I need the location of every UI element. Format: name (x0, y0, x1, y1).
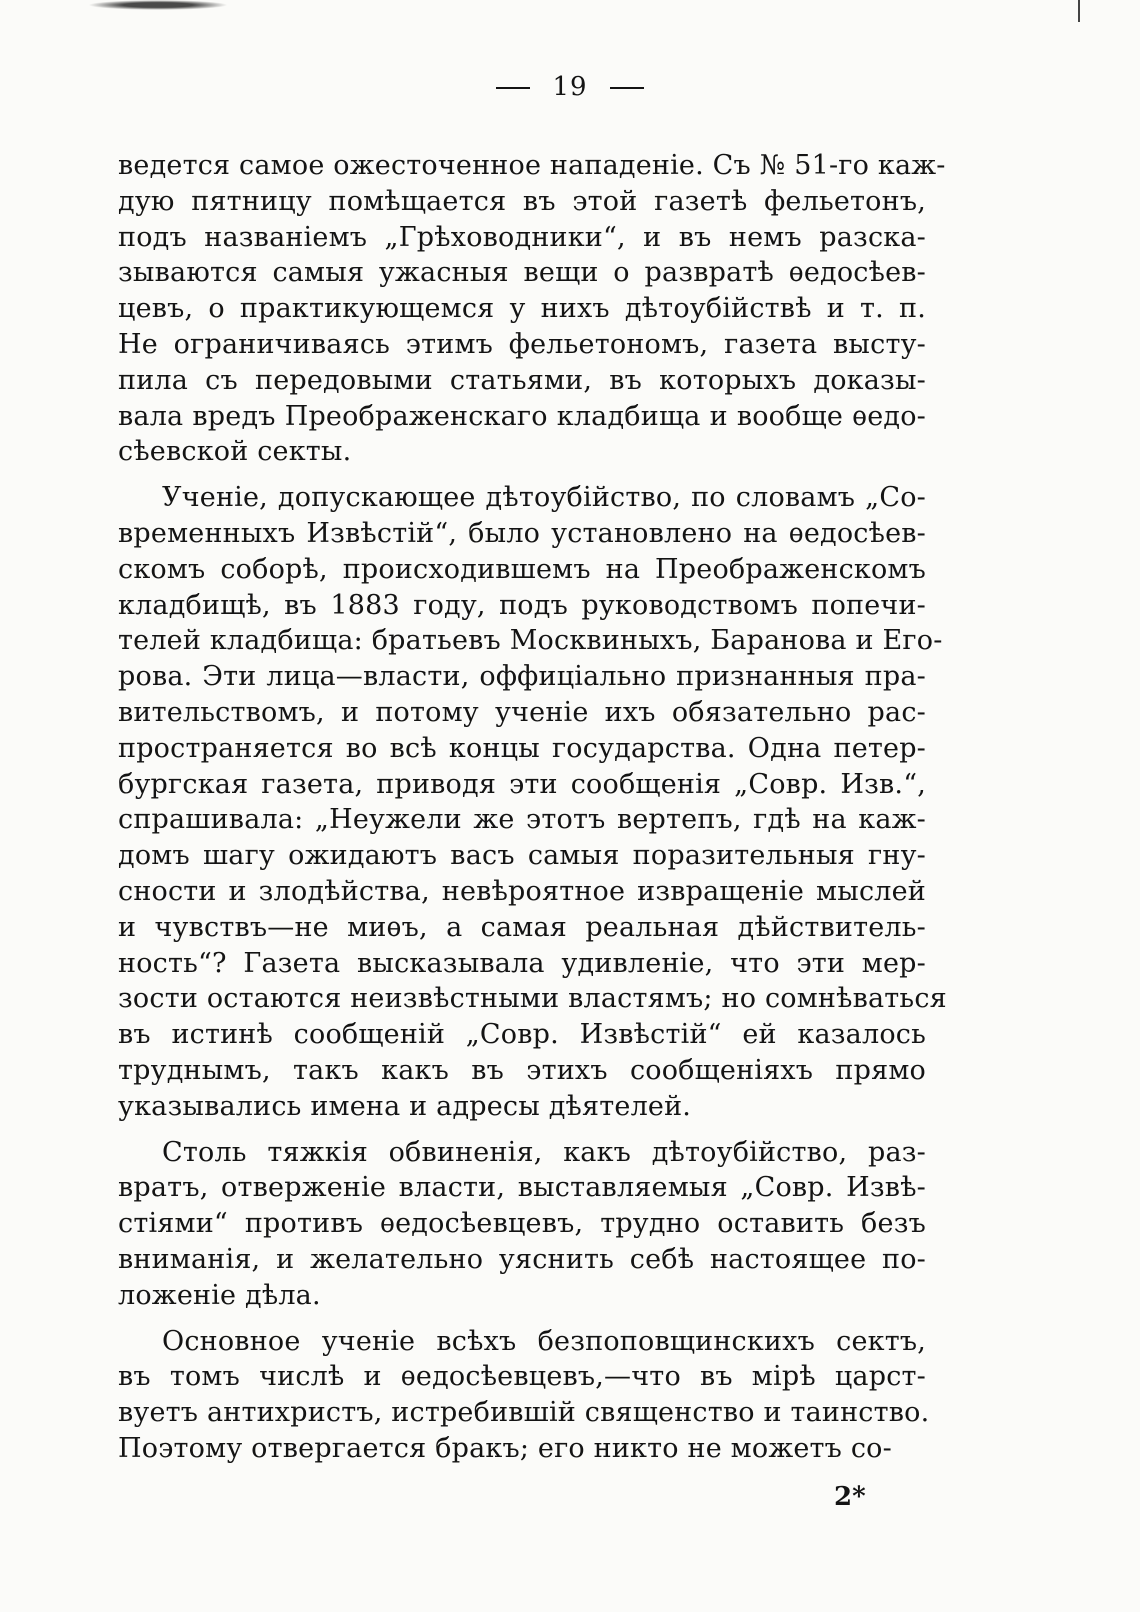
text-line: вуетъ антихристъ, истребившій священство и таинство. (118, 1397, 930, 1429)
text-line: зываются самыя ужасныя вещи о развратѣ ѳедосѣев- (118, 257, 926, 289)
text-line: сѣевской секты. (118, 436, 352, 468)
paragraph (118, 148, 946, 470)
text-line: временныхъ Извѣстій“, было установлено на ѳедосѣев- (118, 517, 926, 549)
text-line: спрашивала: „Неужели же этотъ вертепъ, гдѣ на каж- (118, 804, 926, 836)
scan-edge-mark (1078, 0, 1080, 22)
text-line: указывались имена и адресы дѣятелей. (118, 1090, 692, 1122)
text-line: и чувствъ—не миѳъ, а самая реальная дѣйствитель- (118, 911, 926, 943)
text-line: труднымъ, такъ какъ въ этихъ сообщеніяхъ прямо (118, 1054, 926, 1086)
paragraph (118, 480, 947, 1124)
text-line: ность“? Газета высказывала удивленіе, что эти мер- (118, 947, 926, 979)
text-line: подъ названіемъ „Грѣховодники“, и въ немъ разска- (118, 221, 926, 253)
text-line: зости остаются неизвѣстными властямъ; но сомнѣваться (118, 983, 947, 1015)
text-line: вительствомъ, и потому ученіе ихъ обязательно рас- (118, 696, 926, 728)
text-line: кладбищѣ, въ 1883 году, подъ руководствомъ попечи- (118, 589, 926, 621)
text-line: вниманія, и желательно уяснить себѣ настоящее по- (118, 1243, 926, 1275)
text-line: Поэтому отвергается бракъ; его никто не можетъ со- (118, 1432, 892, 1464)
text-line: ведется самое ожесточенное нападеніе. Съ № 51-го каж- (118, 150, 946, 181)
text-line: сности и злодѣйства, невѣроятное извращеніе мыслей (118, 875, 926, 907)
paragraph (118, 1135, 926, 1314)
text-line: стіями“ противъ ѳедосѣевцевъ, трудно оставить безъ (118, 1208, 926, 1240)
signature-mark: 2* (834, 1482, 866, 1512)
text-line: пила съ передовыми статьями, въ которыхъ доказы- (118, 364, 926, 396)
text-line: скомъ соборѣ, происходившемъ на Преображенскомъ (118, 553, 926, 585)
scan-ink-speck (88, 0, 228, 10)
text-line: бургская газета, приводя эти сообщенія „Совр. Изв.“, (118, 768, 926, 800)
page-number: 19 (552, 72, 588, 102)
text-line: цевъ, о практикующемся у нихъ дѣтоубійствѣ и т. п. (118, 293, 926, 325)
text-line: пространяется во всѣ концы государства. Одна петер- (118, 732, 926, 764)
text-line: въ истинѣ сообщеній „Совр. Извѣстій“ ей казалось (118, 1019, 926, 1051)
text-line: дую пятницу помѣщается въ этой газетѣ фельетонъ, (118, 185, 926, 217)
text-line: рова. Эти лица—власти, оффиціально признанныя пра- (118, 661, 926, 693)
text-line: Основное ученіе всѣхъ безпоповщинскихъ сектъ, (162, 1325, 926, 1357)
body-text (118, 148, 947, 1477)
text-line: ложеніе дѣла. (118, 1279, 321, 1311)
header-dash-right (610, 87, 644, 89)
text-line: Ученіе, допускающее дѣтоубійство, по словамъ „Со- (162, 482, 926, 514)
text-line: въ томъ числѣ и ѳедосѣевцевъ,—что въ мірѣ царст- (118, 1361, 926, 1393)
text-line: телей кладбища: братьевъ Москвиныхъ, Баранова и Его- (118, 625, 943, 657)
text-line: вала вредъ Преображенскаго кладбища и вообще ѳедо- (118, 400, 926, 432)
paragraph (118, 1324, 930, 1467)
text-line: Не ограничиваясь этимъ фельетономъ, газета высту- (118, 328, 926, 360)
text-line: вратъ, отверженіе власти, выставляемыя „Совр. Извѣ- (118, 1172, 926, 1204)
header-dash-left (496, 87, 530, 89)
page-number-header (0, 72, 1140, 102)
text-line: Столь тяжкія обвиненія, какъ дѣтоубійство, раз- (162, 1136, 926, 1168)
text-line: домъ шагу ожидаютъ васъ самыя поразительныя гну- (118, 840, 926, 872)
